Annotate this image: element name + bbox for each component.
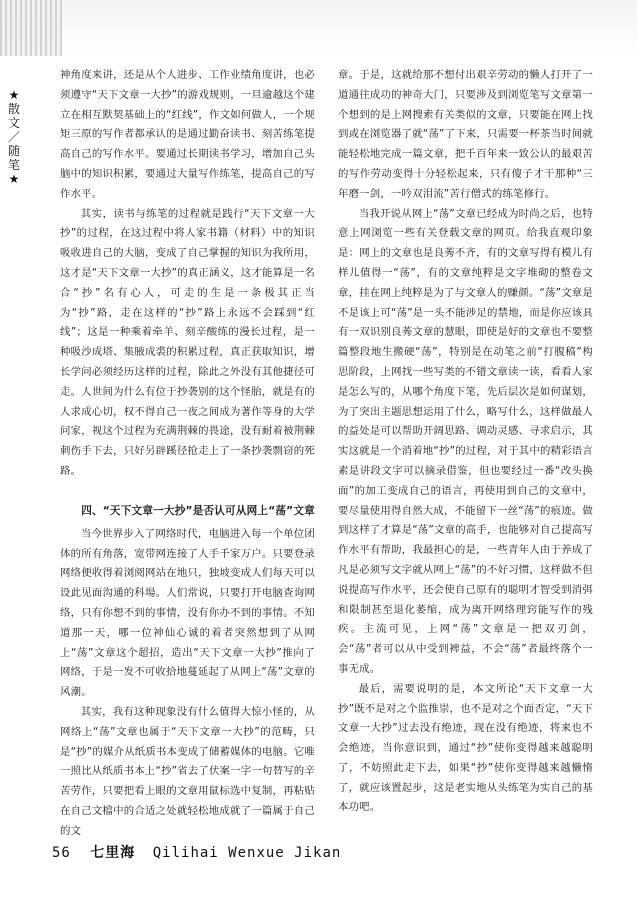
paragraph: 当今世界步入了网络时代，电脑进入每一个单位团体的所有角落，宽带网连接了人手千家万户。只要登录网络便收得着浏阅网站在地只，独坡变成人们每天可以设此见面沟通的科場。人们常说，只要打开电脑查询网络，只有你想不到的事情，没有你办不到的事情。不知道那一天，哪一位神仙心诚的着者突然想到了从网上“荡”文章这个超招，造出“天下文章一大抄”推向了网络，于是一发不可收拾地蔓延起了从网上“荡”文章的风潮。 bbox=[60, 527, 315, 699]
right-column bbox=[338, 66, 593, 818]
section-label bbox=[6, 88, 22, 186]
magazine-latin-title: Qilihai Wenxue Jikan bbox=[152, 845, 342, 861]
page-number: 56 bbox=[52, 845, 71, 861]
paragraph: 其实，我有这种现象没有什么值得大惊小怪的，从网络上“荡”文章也属于“天下文章一大抄”的范畴，只是“抄”的媒介从纸质书本变成了储蓄媒体的电脑。它唯一照比从纸质书本上“抄”省去了伏案一字一句替写的辛苦劳作，只要把看上眼的文章用鼠标选中复制，再粘贴在自己文檔中的合适之处就轻松地成就了一篇属于自己的文 bbox=[60, 705, 315, 837]
magazine-title: 七里海 bbox=[90, 845, 136, 861]
paragraph: 其实，读书与练笔的过程就是践行“天下文章一大抄”的过程，在这过程中将人家书籍（材料）中的知识吸收进自己的大脑，变成了自己掌握的知识为我所用，这才是“天下文章一大抄”的真正涵义，这才能算是一名合“抄”名有心人，可走的生是一条极其正当为“抄”路，走在这样的“抄”路上永远不会踩到“红线”；这是一种乘着牵羊、刻辛酸练的漫长过程，是一种吸沙成塔、集腋成裘的积累过程，真正获取知识，增长学问必须经历这样的过程，除此之外没有其他捷径可走。人世间为什么有位于抄袭别的这个怪胎，就是有的人求成心切，权不得自己一夜之间成为著作等身的大学问家，视这个过程为充满荆棘的畏途，没有耐着被荆棘刺伤手下去，只好另辟蹊径抢走上了一条抄袭剽窃的死路。 bbox=[60, 207, 315, 477]
side-char: 随 bbox=[7, 144, 20, 158]
side-char: ／ bbox=[7, 130, 20, 144]
paragraph: 章。于是，这就给那不想付出艰辛劳动的懒人打开了一道通往成功的神奇大门，只要涉及到浏览笔写文章第一个想到的是上网搜索有关类似的文章，只要能在网上找到或在浏览器了就“荡”了下来，只需要一杯茶当时间就能轻松地完成一篇文章，把千百年来一致公认的最艰苦的写作劳动变得十分轻松起来，只有傻子才干那种“三年磨一剑，一吟双泪流”苦行僧式的练笔修行。 bbox=[338, 69, 593, 200]
side-char: 文 bbox=[7, 116, 20, 130]
page-footer bbox=[52, 842, 341, 862]
side-char: 笔 bbox=[7, 158, 20, 172]
paragraph: 神角度来讲，还是从个人进步、工作业绩角度讲，也必须遵守“天下文章一大抄”的游戏规则，一旦逾越这个建立在相互默契基础上的“红线”，作文如何做人，一个规矩三原的写作者都承认的是通过勤奋读书、刻苦练笔提高自己的写作水平。要通过长期读书学习，增加自己头脑中的知识积累，要通过大量写作练笔，提高自己的写作水平。 bbox=[60, 69, 315, 200]
side-char: 散 bbox=[7, 102, 20, 116]
header-band bbox=[0, 0, 637, 56]
left-column bbox=[60, 66, 315, 841]
paragraph: 当我开说从网上“荡”文章已经成为时尚之后，也特意上网浏览一些有关登载文章的网页。给我直观印象是：网上的文章也是良莠不齐，有的文章写得有模儿有样儿值得一“荡”，有的文章纯粹是文字堆砌的整卷文章，挂在网上纯粹是为了与文章人的赚颜。“荡”文章是不是该上可“荡”是一头不能涉足的禁地，而是你应该具有一双识别良莠文章的慧眼，即使是好的文章也不要整篇整段地生搬硬“荡”，特别是在动笔之前“打腹稿”构思阶段，上网找一些写类的不错文章读一读，看看人家是怎么写的，从哪个角度下笔，先后层次是如何谋划，为了突出主题思想运用了什么，略写什么，这样做最人的益处是可以帮助开阔思路、调动灵感、寻求启示，其实这就是一个消着地“抄”的过程，对于其中的精彩语言素是讲段文字可以摘录借鉴，但也要经过一番“改头换面”的加工变成自己的语言，再使用到自己的文章中，要尽量使用得自然大成，不能留下一丝“荡”的痕迹。做到这样了才算是“荡”文章的高手，也能够对自己提高写作水平有帮助，我最担心的是，一些青年人由于养成了凡是必须写文字就从网上“荡”的不好习惯，这样做不但说提高写作水平，还会使自己原有的聪明才智受到消弭和限制甚至退化萎缩，成为离开网络理窍能写作的残疾。主流可见，上网“荡”文章是一把双刃剑，会“荡”者可以从中受到裨益，不会“荡”者最终落个一事无成。 bbox=[338, 207, 593, 675]
side-char: ★ bbox=[8, 172, 20, 186]
section-heading: 四、“天下文章一大抄”是否认可从网上“荡”文章 bbox=[81, 504, 315, 517]
header-texture bbox=[0, 0, 62, 56]
paragraph: 最后，需要说明的是，本文所论“天下文章一大抄”既不是对之个监推崇，也不是对之个面否定，“天下文章一大抄”过去没有绝迹，现在没有绝迹，将来也不会绝迹，当你意识到，通过“抄”使你变得越来越聪明了，不妨照此走下去，如果“抄”使你变得越来越懒惰了，就应该置起步，这是老实地从头练笔为实自己的基本功吧。 bbox=[338, 682, 593, 814]
side-char: ★ bbox=[8, 88, 20, 102]
